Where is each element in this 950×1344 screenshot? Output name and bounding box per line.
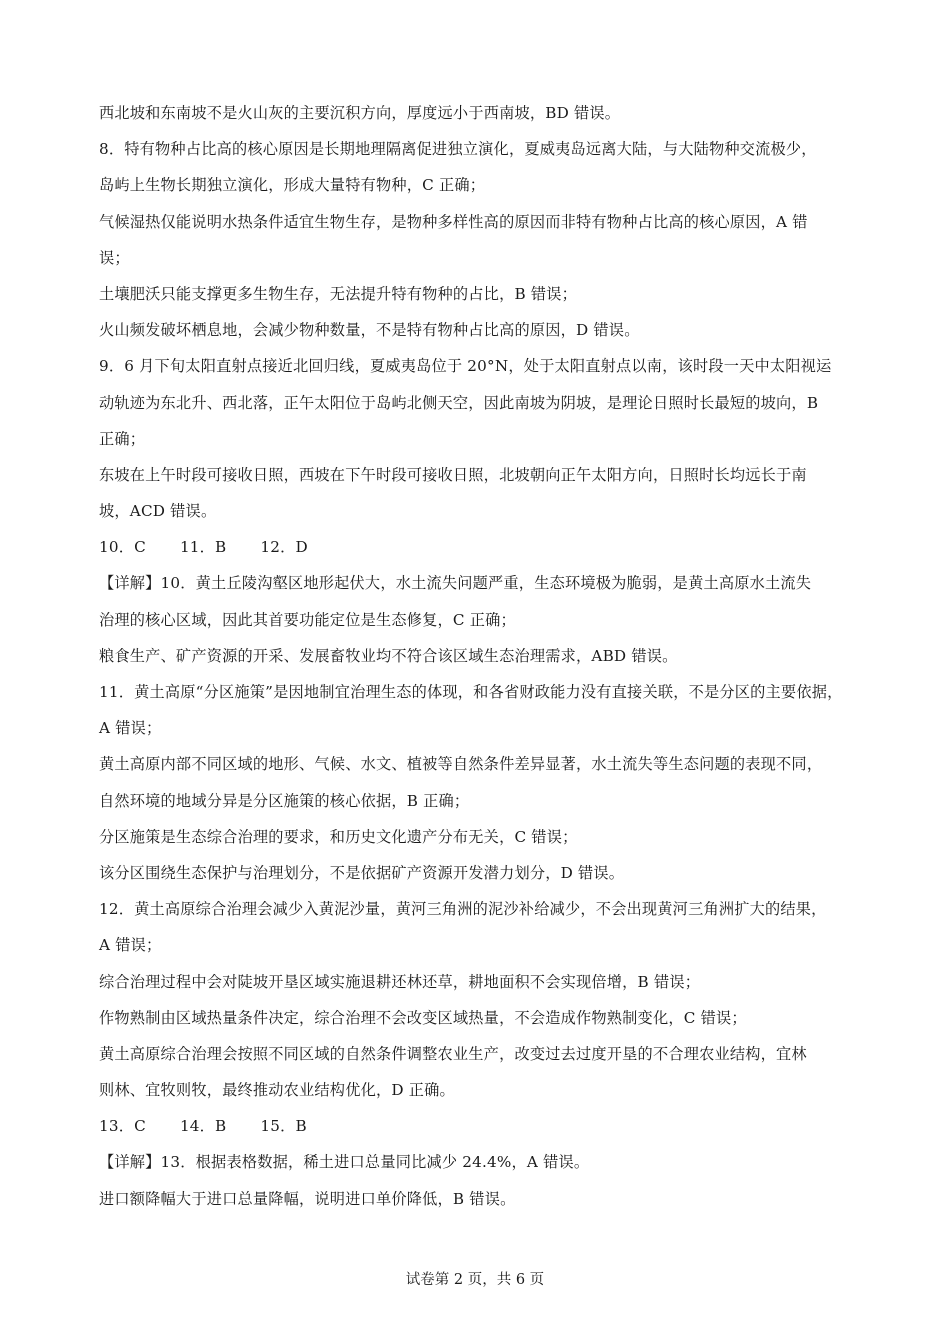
text-line: A 错误； bbox=[99, 936, 162, 955]
answer-item: 15．B bbox=[260, 1117, 307, 1136]
text-line: 分区施策是生态综合治理的要求，和历史文化遗产分布无关，C 错误； bbox=[99, 827, 578, 846]
answer-item: 12．D bbox=[260, 538, 308, 557]
text-line: 11．黄土高原“分区施策”是因地制宜治理生态的体现，和各省财政能力没有直接关联，不是分区的主要依据， bbox=[99, 683, 843, 701]
text-line: 气候湿热仅能说明水热条件适宜生物生存，是物种多样性高的原因而非特有物种占比高的核心原因，A 错 bbox=[99, 212, 808, 231]
text-line: 火山频发破坏栖息地，会减少物种数量，不是特有物种占比高的原因，D 错误。 bbox=[99, 321, 640, 340]
document-body bbox=[99, 95, 864, 1217]
text-line: 东坡在上午时段可接收日照，西坡在下午时段可接收日照，北坡朝向正午太阳方向，日照时长均远长于南 bbox=[99, 465, 807, 484]
answer-row bbox=[99, 1108, 864, 1144]
text-line: 12．黄土高原综合治理会减少入黄泥沙量，黄河三角洲的泥沙补给减少，不会出现黄河三角洲扩大的结果， bbox=[99, 900, 827, 919]
text-line: 黄土高原综合治理会按照不同区域的自然条件调整农业生产，改变过去过度开垦的不合理农业结构，宜林 bbox=[99, 1044, 807, 1063]
answer-row bbox=[99, 529, 864, 565]
text-line: 正确； bbox=[99, 429, 146, 448]
text-line: 粮食生产、矿产资源的开采、发展畜牧业均不符合该区域生态治理需求，ABD 错误。 bbox=[99, 646, 678, 665]
text-line: 黄土高原内部不同区域的地形、气候、水文、植被等自然条件差异显著，水土流失等生态问题的表现不同， bbox=[99, 755, 823, 774]
text-line: 进口额降幅大于进口总量降幅，说明进口单价降低，B 错误。 bbox=[99, 1189, 516, 1208]
text-line: A 错误； bbox=[99, 719, 162, 738]
text-line: 【详解】13．根据表格数据，稀土进口总量同比减少 24.4%，A 错误。 bbox=[99, 1153, 590, 1172]
text-line: 综合治理过程中会对陡坡开垦区域实施退耕还林还草，耕地面积不会实现倍增，B 错误； bbox=[99, 972, 701, 991]
text-line: 治理的核心区域，因此其首要功能定位是生态修复，C 正确； bbox=[99, 610, 516, 629]
text-line: 8．特有物种占比高的核心原因是长期地理隔离促进独立演化，夏威夷岛远离大陆，与大陆物种交流极少， bbox=[99, 140, 817, 159]
answer-item: 14．B bbox=[179, 1117, 227, 1136]
page-footer: 试卷第 2 页，共 6 页 bbox=[405, 1272, 545, 1288]
text-line: 则林、宜牧则牧，最终推动农业结构优化，D 正确。 bbox=[99, 1081, 455, 1100]
text-line: 岛屿上生物长期独立演化，形成大量特有物种，C 正确； bbox=[99, 176, 486, 195]
text-line: 土壤肥沃只能支撑更多生物生存，无法提升特有物种的占比，B 错误； bbox=[99, 284, 578, 303]
text-line: 该分区围绕生态保护与治理划分，不是依据矿产资源开发潜力划分，D 错误。 bbox=[99, 863, 625, 882]
text-line: 9．6 月下旬太阳直射点接近北回归线，夏威夷岛位于 20°N，处于太阳直射点以南，该时段一天中太阳视运 bbox=[99, 357, 832, 376]
text-line: 坡，ACD 错误。 bbox=[99, 502, 217, 521]
text-line: 作物熟制由区域热量条件决定，综合治理不会改变区域热量，不会造成作物熟制变化，C 错误； bbox=[99, 1008, 747, 1027]
text-line: 西北坡和东南坡不是火山灰的主要沉积方向，厚度远小于西南坡，BD 错误。 bbox=[99, 104, 621, 122]
answer-item: 10．C bbox=[99, 538, 146, 557]
text-line: 误； bbox=[99, 248, 130, 267]
text-line: 【详解】10．黄土丘陵沟壑区地形起伏大，水土流失问题严重，生态环境极为脆弱，是黄土高原水土流失 bbox=[99, 574, 812, 593]
answer-item: 13．C bbox=[99, 1117, 146, 1136]
text-line: 自然环境的地域分异是分区施策的核心依据，B 正确； bbox=[99, 791, 470, 810]
answer-item: 11．B bbox=[179, 538, 227, 557]
text-line: 动轨迹为东北升、西北落，正午太阳位于岛屿北侧天空，因此南坡为阴坡，是理论日照时长最短的坡向，B bbox=[99, 393, 819, 412]
